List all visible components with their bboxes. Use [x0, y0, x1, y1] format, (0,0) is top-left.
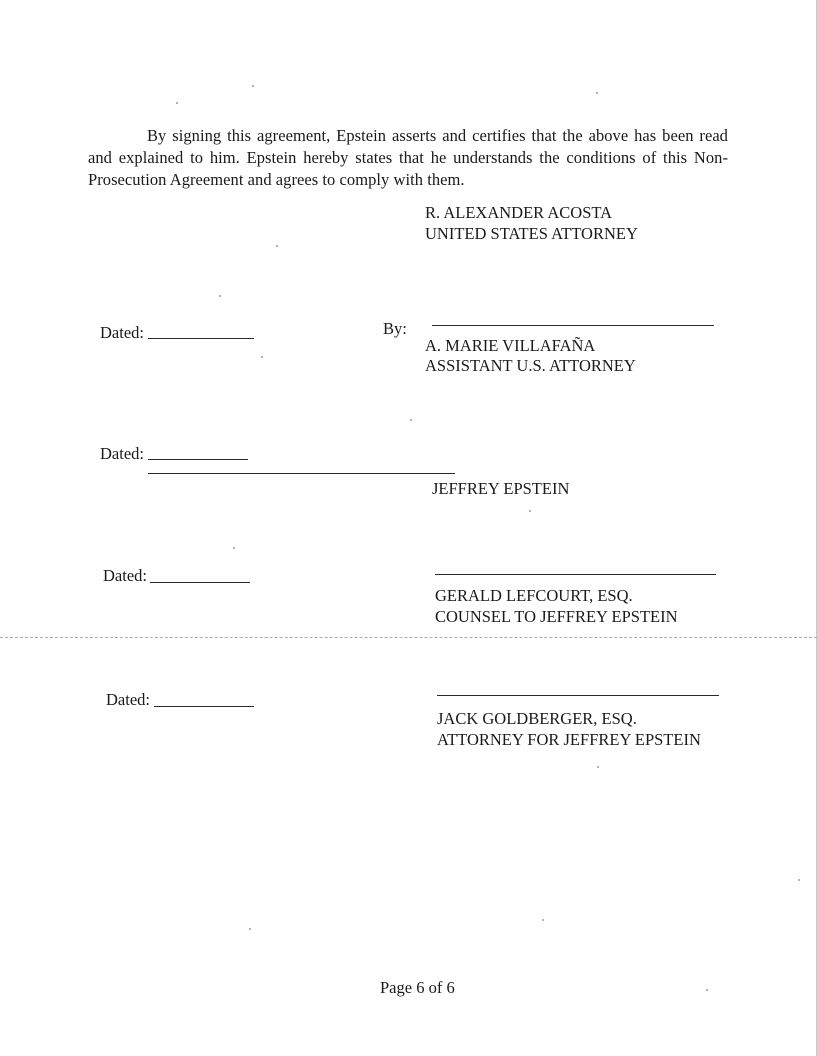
scan-speck: [410, 419, 412, 421]
page-number: Page 6 of 6: [380, 978, 455, 997]
signatory-name-1: A. MARIE VILLAFAÑA: [425, 336, 596, 355]
signatory-name-4: JACK GOLDBERGER, ESQ.: [437, 709, 637, 728]
signature-line-2: [148, 473, 455, 474]
scan-speck: [261, 356, 263, 358]
date-line-3: [150, 582, 250, 583]
us-attorney-name: R. ALEXANDER ACOSTA: [425, 203, 613, 222]
scan-speck: [249, 928, 251, 930]
scan-speck: [706, 989, 708, 991]
scan-speck: [798, 879, 800, 881]
scan-speck: [276, 245, 278, 247]
signature-line-4: [437, 695, 719, 696]
signatory-title-4: ATTORNEY FOR JEFFREY EPSTEIN: [437, 730, 701, 749]
scan-speck: [542, 919, 544, 921]
scan-artifact-line: [0, 637, 817, 638]
signatory-name-3: GERALD LEFCOURT, ESQ.: [435, 586, 633, 605]
us-attorney-title: UNITED STATES ATTORNEY: [425, 224, 638, 243]
dated-label-3: Dated:: [103, 566, 147, 585]
signatory-name-2: JEFFREY EPSTEIN: [432, 479, 570, 498]
scan-speck: [529, 510, 531, 512]
signature-line-1: [432, 325, 714, 326]
date-line-4: [154, 706, 254, 707]
scan-speck: [252, 85, 254, 87]
dated-label-4: Dated:: [106, 690, 150, 709]
dated-label-1: Dated:: [100, 323, 144, 342]
signatory-title-3: COUNSEL TO JEFFREY EPSTEIN: [435, 607, 678, 626]
by-label: By:: [383, 319, 407, 338]
signatory-title-1: ASSISTANT U.S. ATTORNEY: [425, 356, 636, 375]
signature-line-3: [435, 574, 716, 575]
scan-speck: [176, 102, 178, 104]
scan-speck: [596, 92, 598, 94]
scan-speck: [597, 766, 599, 768]
certification-paragraph: By signing this agreement, Epstein asserts and certifies that the above has been read and explained to him. Epstein hereby states that he understands the conditions of this Non-Prosecution Agreement and agrees to comply with them.: [88, 126, 728, 189]
scan-speck: [233, 547, 235, 549]
dated-label-2: Dated:: [100, 444, 144, 463]
scan-speck: [219, 295, 221, 297]
date-line-1: [148, 338, 254, 339]
date-line-2: [148, 459, 248, 460]
